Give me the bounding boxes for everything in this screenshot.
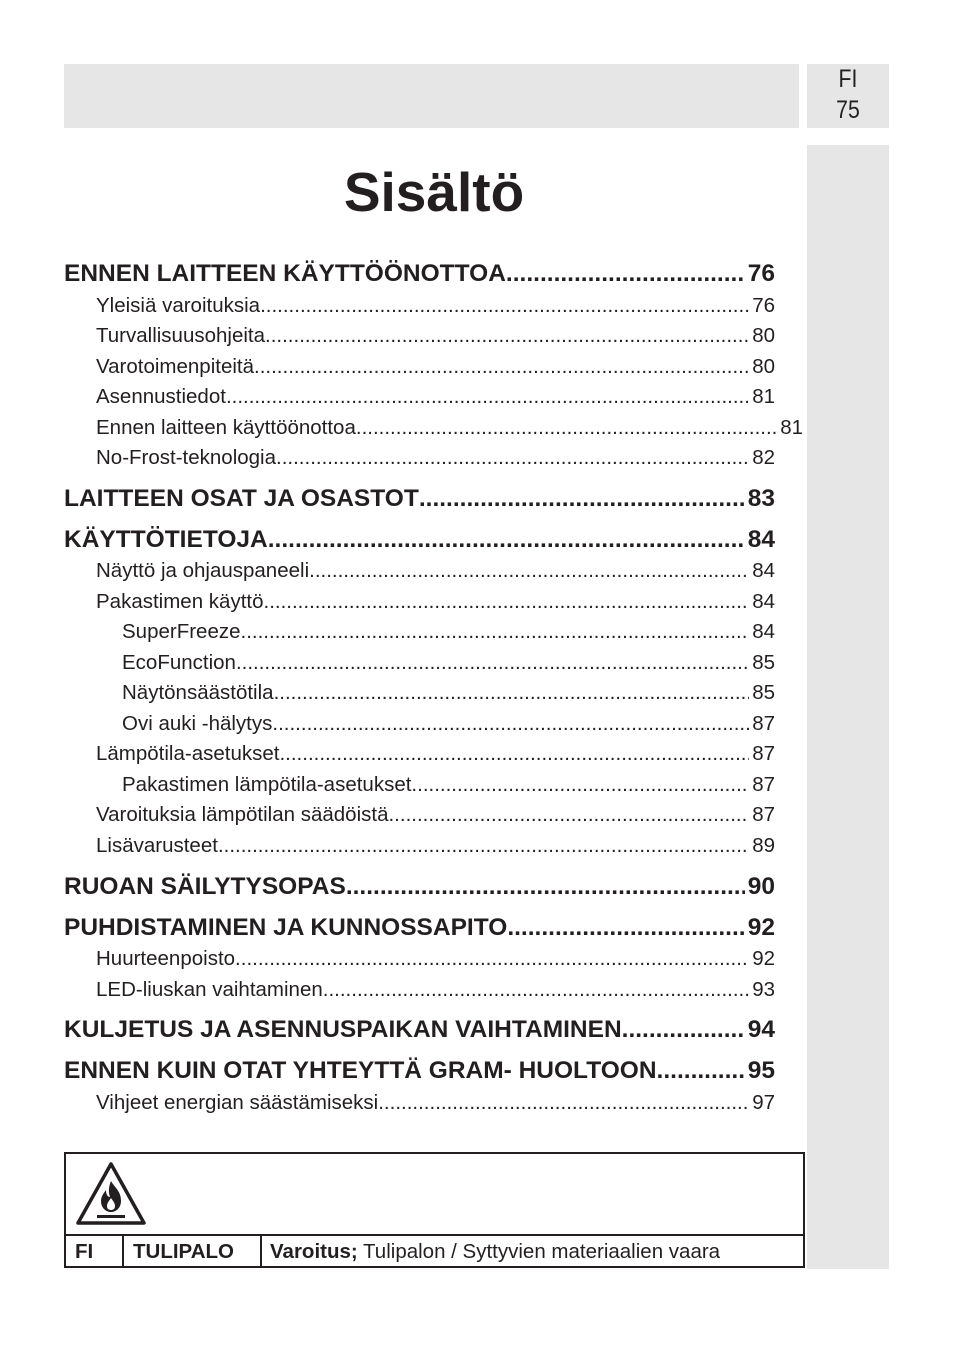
toc-entry-label: No-Frost-teknologia [96, 446, 277, 469]
toc-leader-dots [235, 945, 749, 973]
toc-entry-page: 83 [747, 485, 775, 512]
toc-entry[interactable] [96, 588, 775, 616]
flammable-warning-icon [75, 1160, 147, 1228]
toc-leader-dots [309, 557, 749, 585]
toc-entry-page: 87 [752, 773, 775, 796]
toc-entry[interactable] [122, 649, 775, 677]
toc-leader-dots [507, 911, 744, 945]
toc-leader-dots [268, 523, 745, 557]
warning-prefix: Varoitus; [270, 1240, 358, 1263]
toc-entry[interactable] [96, 945, 775, 973]
toc-leader-dots [264, 588, 750, 616]
toc-entry-page: 80 [752, 355, 775, 378]
toc-entry[interactable] [96, 414, 803, 442]
toc-leader-dots [272, 710, 749, 738]
toc-entry[interactable] [64, 482, 775, 516]
toc-leader-dots [279, 740, 749, 768]
toc-entry-label: Lämpötila-asetukset [96, 742, 280, 765]
toc-entry-label: Pakastimen käyttö [96, 590, 264, 613]
toc-entry-page: 76 [752, 294, 775, 317]
toc-entry[interactable] [122, 618, 775, 646]
toc-entry-page: 87 [752, 803, 775, 826]
toc-entry-page: 81 [752, 385, 775, 408]
toc-entry[interactable] [64, 257, 775, 291]
toc-leader-dots [411, 771, 749, 799]
warning-description [262, 1236, 803, 1268]
toc-entry-page: 94 [747, 1016, 775, 1043]
warning-table [64, 1152, 805, 1268]
toc-entry-page: 85 [752, 681, 775, 704]
page-number: 75 [836, 96, 860, 124]
toc-leader-dots [506, 257, 745, 291]
toc-leader-dots [260, 292, 749, 320]
toc-leader-dots [622, 1013, 745, 1047]
toc-leader-dots [419, 482, 745, 516]
toc-entry[interactable] [96, 976, 775, 1004]
toc-entry[interactable] [96, 444, 775, 472]
page-indicator [807, 64, 889, 128]
toc-entry-label: Varoituksia lämpötilan säädöistä [96, 803, 389, 826]
toc-entry-page: 90 [747, 873, 775, 900]
toc-entry[interactable] [96, 322, 775, 350]
toc-entry[interactable] [96, 801, 775, 829]
toc-entry-page: 87 [752, 712, 775, 735]
toc-entry[interactable] [96, 292, 775, 320]
toc-entry[interactable] [96, 557, 775, 585]
toc-entry[interactable] [96, 383, 775, 411]
toc-leader-dots [254, 353, 749, 381]
toc-entry-page: 89 [752, 834, 775, 857]
toc-entry-page: 93 [752, 978, 775, 1001]
toc-entry-page: 92 [747, 914, 775, 941]
toc-entry-label: Ovi auki -hälytys [122, 712, 273, 735]
toc-entry-label: Vihjeet energian säästämiseksi [96, 1091, 379, 1114]
toc-entry-page: 84 [752, 559, 775, 582]
toc-entry-label: LAITTEEN OSAT JA OSASTOT [64, 485, 419, 512]
warning-code: FI [66, 1236, 124, 1268]
toc-entry[interactable] [96, 740, 775, 768]
toc-entry[interactable] [64, 1054, 775, 1088]
toc-leader-dots [218, 832, 749, 860]
toc-entry[interactable] [96, 1089, 775, 1117]
warning-row [66, 1234, 803, 1268]
language-code: FI [838, 65, 858, 93]
side-bar [807, 145, 889, 1269]
toc-entry-label: LED-liuskan vaihtaminen [96, 978, 323, 1001]
toc-entry-label: RUOAN SÄILYTYSOPAS [64, 873, 346, 900]
toc-entry[interactable] [96, 832, 775, 860]
toc-entry-label: Näytönsäästötila [122, 681, 274, 704]
toc-entry-label: SuperFreeze [122, 620, 241, 643]
toc-entry-page: 84 [752, 620, 775, 643]
toc-entry-label: Yleisiä varoituksia [96, 294, 261, 317]
toc-entry[interactable] [64, 911, 775, 945]
toc-entry-label: Varotoimenpiteitä [96, 355, 255, 378]
toc-leader-dots [657, 1054, 745, 1088]
toc-entry-label: Asennustiedot [96, 385, 226, 408]
toc-entry-page: 84 [747, 526, 775, 553]
page-title: Sisältö [343, 161, 525, 223]
toc-leader-dots [388, 801, 749, 829]
toc-entry[interactable] [64, 523, 775, 557]
header-bar [64, 64, 799, 128]
toc-entry-label: Pakastimen lämpötila-asetukset [122, 773, 412, 796]
toc-entry-page: 84 [752, 590, 775, 613]
toc-entry-page: 82 [752, 446, 775, 469]
toc-entry[interactable] [122, 771, 775, 799]
toc-entry-label: Huurteenpoisto [96, 947, 236, 970]
toc-entry-label: EcoFunction [122, 651, 236, 674]
toc-entry-label: Ennen laitteen käyttöönottoa [96, 416, 356, 439]
toc-entry-page: 87 [752, 742, 775, 765]
toc-entry-label: Lisävarusteet [96, 834, 218, 857]
toc-entry[interactable] [64, 1013, 775, 1047]
warning-name: TULIPALO [124, 1236, 262, 1268]
toc-entry-label: ENNEN KUIN OTAT YHTEYTTÄ GRAM- HUOLTOON [64, 1057, 657, 1084]
toc-leader-dots [346, 870, 745, 904]
toc-leader-dots [276, 444, 749, 472]
toc-entry-label: Turvallisuusohjeita [96, 324, 266, 347]
toc-entry-label: KULJETUS JA ASENNUSPAIKAN VAIHTAMINEN [64, 1016, 622, 1043]
toc-entry-page: 81 [780, 416, 803, 439]
toc-entry-label: Näyttö ja ohjauspaneeli [96, 559, 310, 582]
toc-entry-page: 80 [752, 324, 775, 347]
toc-entry-page: 97 [752, 1091, 775, 1114]
toc-entry-label: ENNEN LAITTEEN KÄYTTÖÖNOTTOA [64, 260, 506, 287]
toc-entry-label: PUHDISTAMINEN JA KUNNOSSAPITO [64, 914, 508, 941]
toc-entry[interactable] [122, 710, 775, 738]
toc-leader-dots [241, 618, 750, 646]
toc-leader-dots [265, 322, 749, 350]
toc-leader-dots [236, 649, 749, 677]
toc-entry-page: 92 [752, 947, 775, 970]
toc-leader-dots [378, 1089, 749, 1117]
toc-entry[interactable] [96, 353, 775, 381]
toc-leader-dots [226, 383, 749, 411]
toc-leader-dots [323, 976, 749, 1004]
toc-leader-dots [356, 414, 777, 442]
toc-entry-page: 95 [747, 1057, 775, 1084]
toc-leader-dots [274, 679, 750, 707]
warning-text: Tulipalon / Syttyvien materiaalien vaara [357, 1240, 721, 1263]
toc-entry[interactable] [122, 679, 775, 707]
toc-entry-page: 76 [747, 260, 775, 287]
toc-entry-page: 85 [752, 651, 775, 674]
toc-entry-label: KÄYTTÖTIETOJA [64, 526, 268, 553]
toc-entry[interactable] [64, 870, 775, 904]
